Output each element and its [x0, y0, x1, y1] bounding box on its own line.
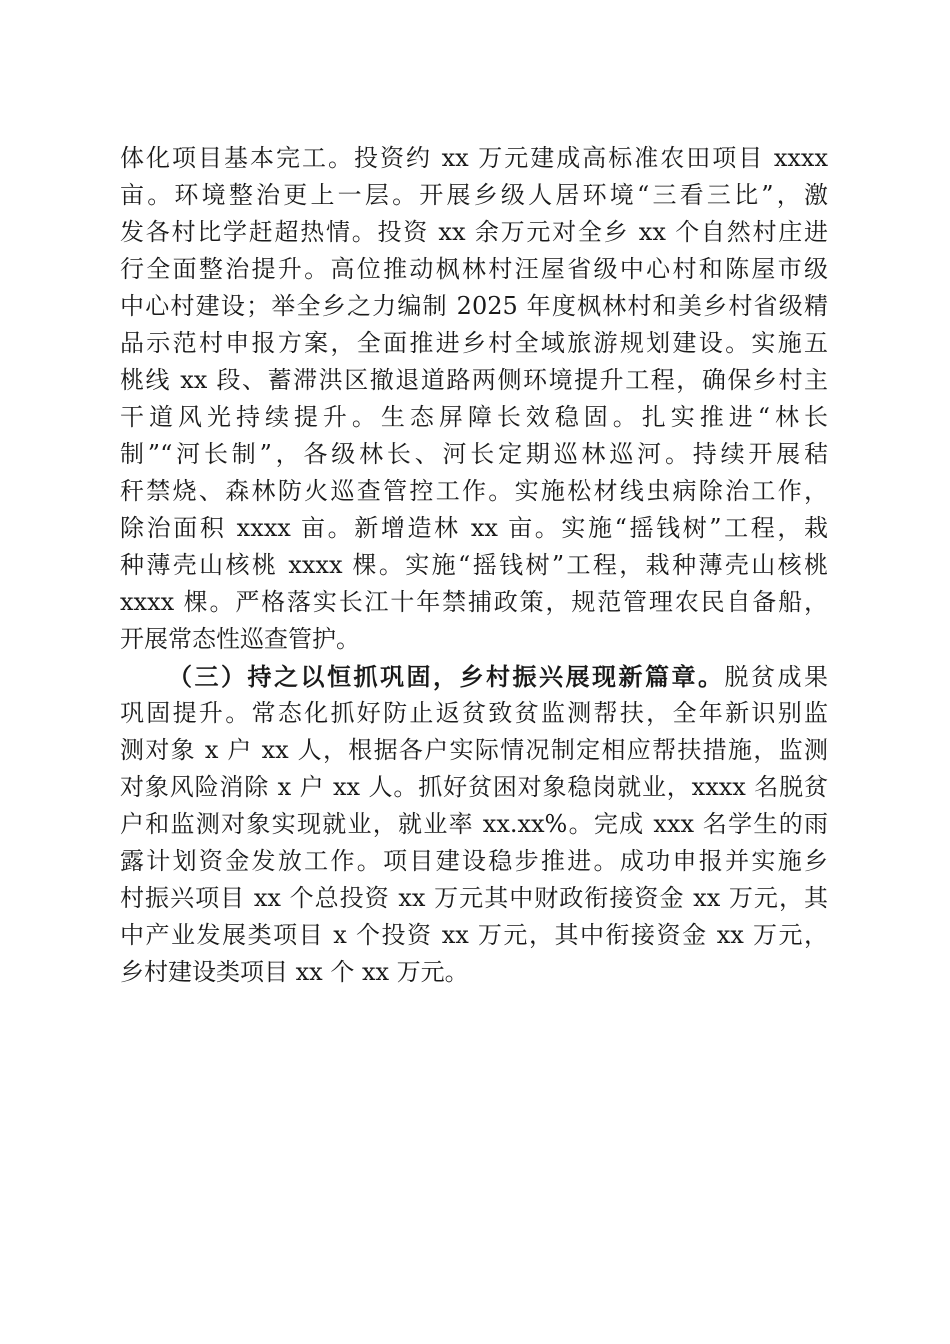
paragraph-line: 户和监测对象实现就业，就业率 xx.xx%。完成 xxx 名学生的雨: [120, 810, 828, 838]
paragraph-line: 品示范村申报方案，全面推进乡村全域旅游规划建设。实施五: [120, 329, 828, 357]
paragraph-line: xxxx 棵。严格落实长江十年禁捕政策，规范管理农民自备船，: [120, 588, 828, 616]
paragraph-line: 除治面积 xxxx 亩。新增造林 xx 亩。实施“摇钱树”工程，栽: [120, 514, 828, 542]
paragraph-line: 露计划资金发放工作。项目建设稳步推进。成功申报并实施乡: [120, 847, 828, 875]
paragraph-line: 开展常态性巡查管护。: [120, 625, 360, 653]
paragraph-line: 制”“河长制”，各级林长、河长定期巡林巡河。持续开展秸: [120, 440, 828, 468]
paragraph-line: 测对象 x 户 xx 人，根据各户实际情况制定相应帮扶措施，监测: [120, 736, 828, 764]
paragraph-line-rest: 脱贫成果: [724, 663, 828, 691]
paragraph-line: 秆禁烧、森林防火巡查管控工作。实施松材线虫病除治工作，: [120, 477, 828, 505]
paragraph-line: 村振兴项目 xx 个总投资 xx 万元其中财政衔接资金 xx 万元，其: [120, 884, 828, 912]
paragraph-line: 桃线 xx 段、蓄滞洪区撤退道路两侧环境提升工程，确保乡村主: [120, 366, 828, 394]
paragraph-2: [120, 658, 828, 991]
paragraph-line: 中产业发展类项目 x 个投资 xx 万元，其中衔接资金 xx 万元，: [120, 921, 828, 949]
paragraph-line: 亩。环境整治更上一层。开展乡级人居环境“三看三比”，激: [120, 181, 828, 209]
paragraph-1: [120, 140, 828, 658]
section-heading: （三）持之以恒抓巩固，乡村振兴展现新篇章。: [168, 662, 725, 691]
paragraph-line: 巩固提升。常态化抓好防止返贫致贫监测帮扶，全年新识别监: [120, 699, 828, 727]
paragraph-line: 对象风险消除 x 户 xx 人。抓好贫困对象稳岗就业，xxxx 名脱贫: [120, 773, 828, 801]
paragraph-line: 中心村建设；举全乡之力编制 2025 年度枫林村和美乡村省级精: [120, 292, 828, 320]
paragraph-line: 乡村建设类项目 xx 个 xx 万元。: [120, 958, 469, 986]
section-heading-line: [120, 658, 828, 695]
paragraph-line: 行全面整治提升。高位推动枫林村汪屋省级中心村和陈屋市级: [120, 255, 828, 283]
document-page: [120, 140, 828, 991]
paragraph-line: 体化项目基本完工。投资约 xx 万元建成高标准农田项目 xxxx: [120, 144, 828, 172]
paragraph-line: 干道风光持续提升。生态屏障长效稳固。扎实推进“林长: [120, 403, 828, 431]
paragraph-line: 种薄壳山核桃 xxxx 棵。实施“摇钱树”工程，栽种薄壳山核桃: [120, 551, 828, 579]
paragraph-line: 发各村比学赶超热情。投资 xx 余万元对全乡 xx 个自然村庄进: [120, 218, 828, 246]
